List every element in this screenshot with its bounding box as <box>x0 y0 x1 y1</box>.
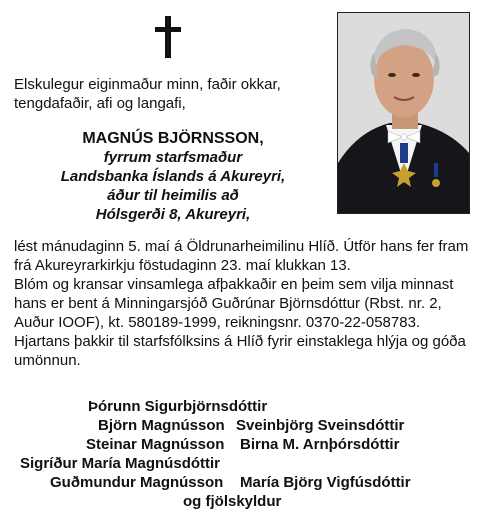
family-member: Björn Magnússon <box>98 417 225 434</box>
deceased-detail: áður til heimilis að <box>107 187 239 204</box>
intro-text <box>14 75 334 113</box>
family-member: Þórunn Sigurbjörnsdóttir <box>88 398 268 415</box>
family-member: Guðmundur Magnússon <box>50 474 224 491</box>
portrait-photo <box>337 12 470 214</box>
family-member: Sigríður María Magnúsdóttir <box>20 455 221 472</box>
deceased-detail: fyrrum starfsmaður <box>103 149 243 166</box>
family-member: María Björg Vigfúsdóttir <box>240 474 411 491</box>
announcement-body <box>14 237 470 370</box>
family-member: Steinar Magnússon <box>86 436 225 453</box>
cross-icon <box>155 16 181 58</box>
deceased-detail: Hólsgerði 8, Akureyri, <box>95 206 251 223</box>
family-member: Birna M. Arnþórsdóttir <box>240 436 400 453</box>
intro-line: Elskulegur eiginmaður minn, faðir okkar, <box>14 76 281 93</box>
intro-line: tengdafaðir, afi og langafi, <box>14 95 186 112</box>
body-paragraph: Hjartans þakkir til starfsfólksins á Hlíð fyrir einstaklega hlýja og góða umönnun. <box>14 333 466 369</box>
body-paragraph: lést mánudaginn 5. maí á Öldrunarheimilinu Hlíð. Útför hans fer fram frá Akureyrarkirkju föstudaginn 23. maí klukkan 13. <box>14 238 469 274</box>
deceased-name: MAGNÚS BJÖRNSSON, <box>82 130 264 147</box>
deceased-info <box>14 129 332 224</box>
deceased-detail: Landsbanka Íslands á Akureyri, <box>60 168 286 185</box>
family-member: Sveinbjörg Sveinsdóttir <box>236 417 405 434</box>
family-closing: og fjölskyldur <box>183 493 282 510</box>
body-paragraph: Blóm og kransar vinsamlega afþakkaðir en þeim sem vilja minnast hans er bent á Minningarsjóð Guðrúnar Björnsdóttur (Rbst. nr. 2, Auður IOOF), kt. 580189-1999, reikningsnr. 0370-22-058783. <box>14 276 454 331</box>
